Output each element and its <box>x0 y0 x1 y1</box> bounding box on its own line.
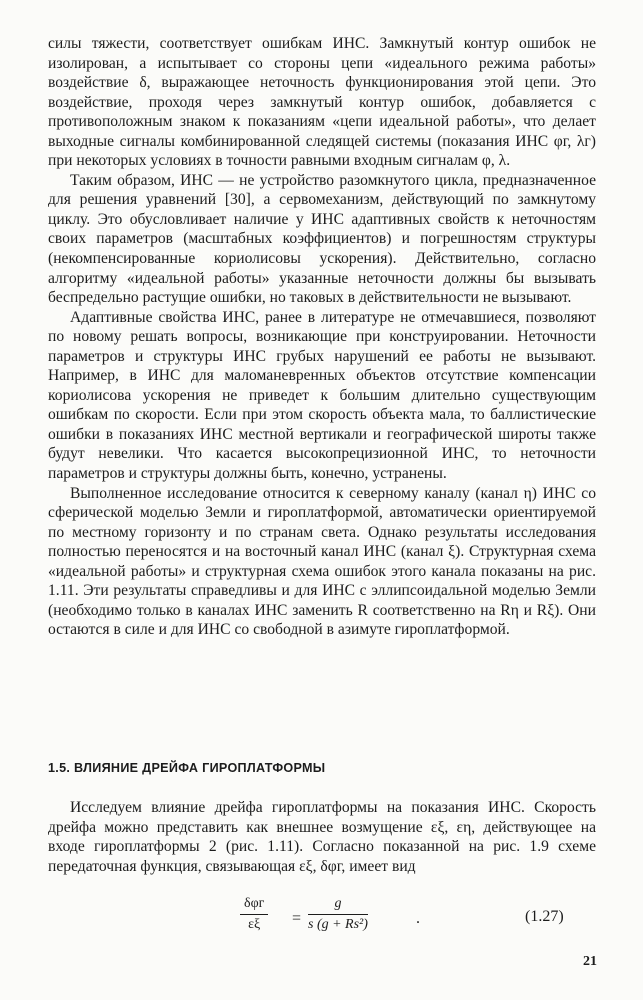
lhs-denominator: εξ <box>248 917 261 932</box>
paragraph-2: Таким образом, ИНС — не устройство разомкнутого цикла, предназначенное для решения уравнений [30], а сервомеханизм, действующий по замкнутому циклу. Это обусловливает наличие у ИНС адаптивных свойств к неточностям своих параметров (масштабных коэффициентов) и погрешностям структуры (некомпенсированные кориолисовы ускорения). Действительно, согласно алгоритму «идеальной работы» указанные неточности должны бы вызывать беспредельно растущие ошибки, но таковых в действительности не вызывают. <box>48 171 596 307</box>
equation-number: (1.27) <box>525 908 564 925</box>
paragraph-1: силы тяжести, соответствует ошибкам ИНС. Замкнутый контур ошибок не изолирован, а испытывает со стороны цепи «идеального режима работы» воздействие δ, выражающее неточность функционирования этой цепи. Это воздействие, проходя через замкнутый контур ошибок, добавляется с противоположным знаком к показаниям «цепи идеальной работы», что делает выходные сигналы комбинированной следящей системы (показания ИНС φг, λг) при некоторых условиях в точности равными входным сигналам φ, λ. <box>48 35 596 170</box>
page-number: 21 <box>583 954 597 969</box>
section-heading: 1.5. ВЛИЯНИЕ ДРЕЙФА ГИРОПЛАТФОРМЫ <box>48 761 326 775</box>
main-text <box>48 34 596 640</box>
equals-sign: = <box>292 910 302 927</box>
section-text <box>48 798 596 876</box>
rhs-numerator: g <box>308 896 368 915</box>
section-paragraph: Исследуем влияние дрейфа гироплатформы на показания ИНС. Скорость дрейфа можно представить как внешнее возмущение εξ, εη, действующее на входе гироплатформы 2 (рис. 1.11). Согласно показанной на рис. 1.9 схеме передаточная функция, связывающая εξ, δφг, имеет вид <box>48 799 596 875</box>
paragraph-3: Адаптивные свойства ИНС, ранее в литературе не отмечавшиеся, позволяют по новому решать вопросы, возникающие при конструировании. Неточности параметров и структуры ИНС грубых нарушений ее работы не вызывают. Например, в ИНС для маломаневренных объектов отсутствие компенсации кориолисова ускорения не приведет к большим длительно существующим ошибкам по скорости. Если при этом скорость объекта мала, то баллистические ошибки в показаниях ИНС местной вертикали и географической широты также будут невелики. Что касается высокопрецизионной ИНС, то неточности параметров и структуры должны быть, конечно, устранены. <box>48 308 596 483</box>
equation-lhs <box>240 896 268 933</box>
equation-rhs <box>308 896 368 933</box>
equation-1-27 <box>0 896 643 946</box>
rhs-denominator: s (g + Rs²) <box>308 917 368 932</box>
equation-period: . <box>416 910 420 927</box>
paragraph-4: Выполненное исследование относится к северному каналу (канал η) ИНС со сферической моделью Земли и гироплатформой, автоматически ориентируемой по местному горизонту и по странам света. Однако результаты исследования полностью переносятся и на восточный канал ИНС (канал ξ). Структурная схема «идеальной работы» и структурная схема ошибок этого канала показаны на рис. 1.11. Эти результаты справедливы и для ИНС с эллипсоидальной моделью Земли (необходимо только в каналах ИНС заменить R соответственно на Rη и Rξ). Они остаются в силе и для ИНС со свободной в азимуте гироплатформой. <box>48 484 596 639</box>
lhs-numerator: δφг <box>240 896 268 915</box>
